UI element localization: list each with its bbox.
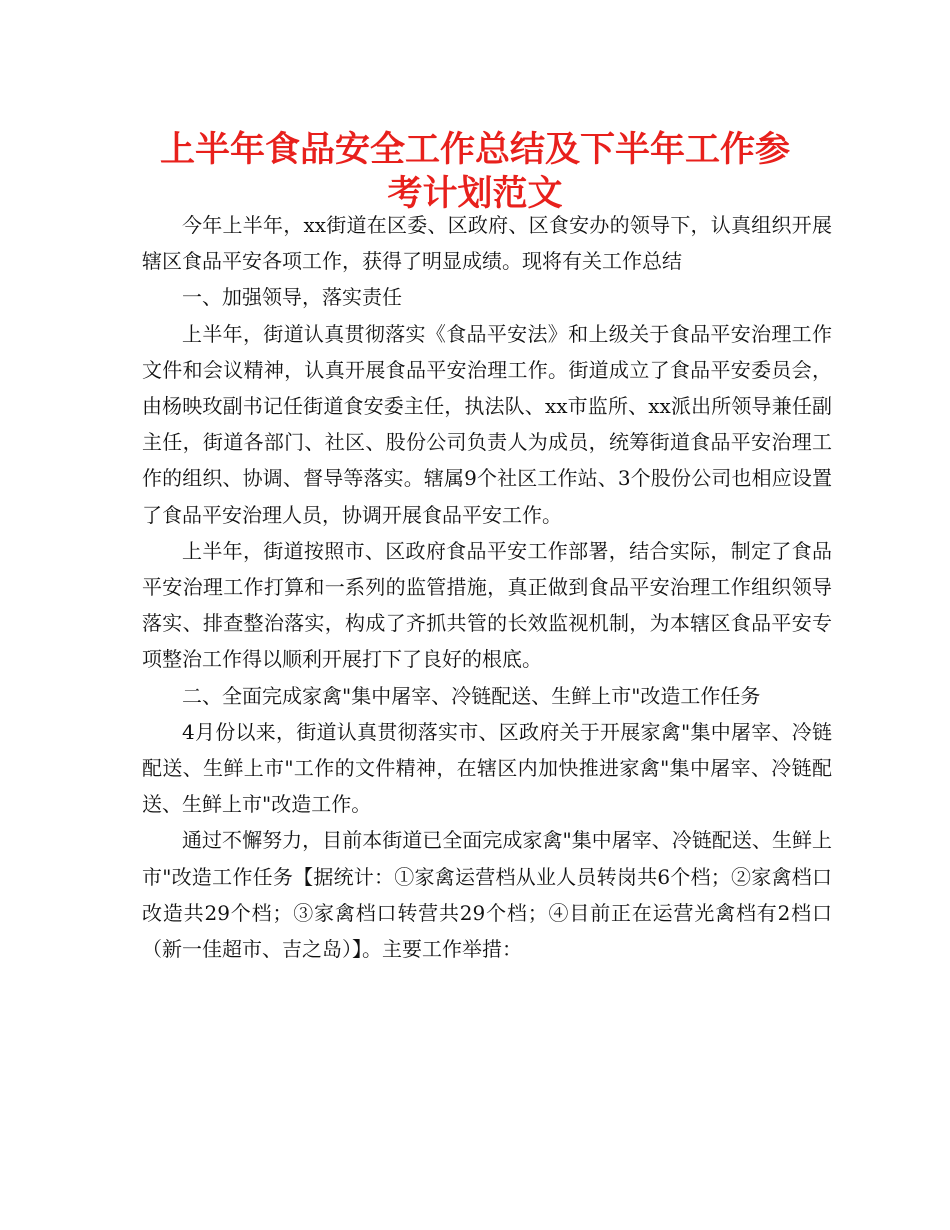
intro-paragraph: 今年上半年，xx街道在区委、区政府、区食安办的领导下，认真组织开展辖区食品平安各项工作，获得了明显成绩。现将有关工作总结	[142, 213, 832, 274]
document-body	[142, 207, 832, 967]
section-heading-1: 一、加强领导，落实责任	[182, 285, 402, 310]
document-title-line-1: 上半年食品安全工作总结及下半年工作参	[159, 130, 790, 170]
section-heading-2: 二、全面完成家禽"集中屠宰、冷链配送、生鲜上市"改造工作任务	[182, 683, 761, 708]
document-title-line-2: 考计划范文	[387, 174, 563, 214]
body-paragraph: 通过不懈努力，目前本街道已全面完成家禽"集中屠宰、冷链配送、生鲜上市"改造工作任务【据统计：①家禽运营档从业人员转岗共6个档；②家禽档口改造共29个档；③家禽档口转营共29个档；④目前正在运营光禽档有2档口（新一佳超市、吉之岛）】。主要工作举措：	[142, 828, 832, 962]
body-paragraph: 4月份以来，街道认真贯彻落实市、区政府关于开展家禽"集中屠宰、冷链配送、生鲜上市"工作的文件精神，在辖区内加快推进家禽"集中屠宰、冷链配送、生鲜上市"改造工作。	[142, 719, 832, 817]
body-paragraph: 上半年，街道按照市、区政府食品平安工作部署，结合实际，制定了食品平安治理工作打算和一系列的监管措施，真正做到食品平安治理工作组织领导落实、排查整治落实，构成了齐抓共管的长效监视机制，为本辖区食品平安专项整治工作得以顺利开展打下了良好的根底。	[142, 538, 832, 672]
body-paragraph: 上半年，街道认真贯彻落实《食品平安法》和上级关于食品平安治理工作文件和会议精神，认真开展食品平安治理工作。街道成立了食品平安委员会，由杨映玫副书记任街道食安委主任，执法队、xx市监所、xx派出所领导兼任副主任，街道各部门、社区、股份公司负责人为成员，统筹街道食品平安治理工作的组织、协调、督导等落实。辖属9个社区工作站、3个股份公司也相应设置了食品平安治理人员，协调开展食品平安工作。	[142, 321, 832, 527]
